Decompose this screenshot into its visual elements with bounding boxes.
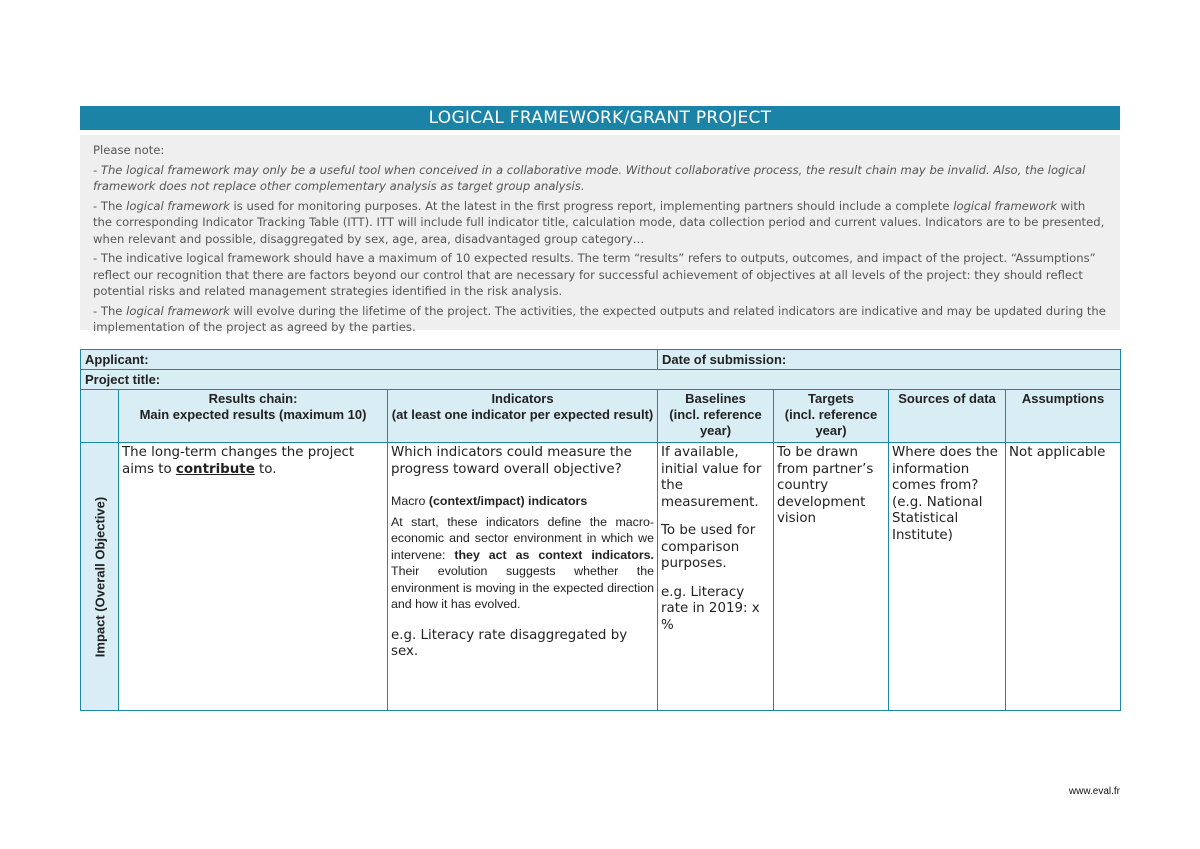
results-chain-header — [119, 390, 388, 443]
impact-assumptions-cell: Not applicable — [1006, 443, 1121, 711]
note-p2-a: - The — [93, 198, 127, 213]
indicators-header — [388, 390, 658, 443]
note-p2-c: is used for monitoring purposes. At the latest in the first progress report, implementing partners should include a complete — [229, 198, 954, 213]
results-contribute: contribute — [175, 461, 255, 477]
desc-bold: they act as context indicators. — [454, 547, 655, 562]
note-box — [80, 135, 1120, 334]
targets-header-line2: (incl. reference year) — [784, 407, 878, 438]
note-paragraph-1 — [93, 162, 1107, 195]
note-p4-b: logical framework — [126, 303, 230, 318]
indicators-header-line2: (at least one indicator per expected result) — [391, 407, 654, 422]
footer-url: www.eval.fr — [1068, 786, 1120, 797]
targets-header-line1: Targets — [808, 391, 854, 406]
baseline-text-1: If available, initial value for the measurement. — [661, 445, 762, 510]
indicators-question: Which indicators could measure the progress toward overall objective? — [391, 445, 632, 477]
baseline-text-3: e.g. Literacy rate in 2019: x % — [661, 584, 760, 633]
macro-text: Macro — [391, 494, 429, 508]
date-of-submission-label: Date of submission: — [658, 350, 1121, 370]
note-p4-c: will evolve during the lifetime of the project. The activities, the expected outputs and related indicators are indicative and may be updated during the implementation of the project as agreed by the parties. — [93, 303, 1106, 334]
macro-bold: (context/impact) indicators — [428, 494, 588, 508]
results-text-c: to. — [254, 461, 277, 477]
note-p2-d: logical framework — [953, 198, 1057, 213]
targets-header — [774, 390, 889, 443]
baselines-header-line2: (incl. reference year) — [669, 407, 762, 438]
project-title-row — [81, 370, 1121, 390]
results-header-line2: Main expected results (maximum 10) — [139, 407, 367, 422]
impact-baselines-cell — [658, 443, 774, 711]
impact-side-label-cell — [81, 443, 119, 711]
applicant-row — [81, 350, 1121, 370]
project-title-label: Project title: — [81, 370, 1121, 390]
indicators-macro-line — [391, 493, 654, 510]
sources-header: Sources of data — [889, 390, 1006, 443]
page-title-banner: LOGICAL FRAMEWORK/GRANT PROJECT — [80, 106, 1120, 130]
impact-row — [81, 443, 1121, 711]
note-p1-text: - The logical framework may only be a useful tool when conceived in a collaborative mode. Without collaborative process, the result chain may be invalid. Also, the logical framework does not replace other complementary analysis as target group analysis. — [93, 162, 1086, 193]
column-header-row — [81, 390, 1121, 443]
note-paragraph-2 — [93, 198, 1107, 248]
impact-results-cell — [119, 443, 388, 711]
note-paragraph-4 — [93, 303, 1107, 336]
indicators-header-line1: Indicators — [491, 391, 554, 406]
indicators-description — [391, 514, 654, 613]
note-p2-b: logical framework — [126, 198, 230, 213]
impact-indicators-cell — [388, 443, 658, 711]
baseline-text-2: To be used for comparison purposes. — [661, 523, 756, 571]
desc-text-a: At start, these indicators define the macro-economic and sector environment in which we intervene: — [391, 514, 654, 562]
impact-sources-cell: Where does the information comes from? (e.g. National Statistical Institute) — [889, 443, 1006, 711]
impact-side-label: Impact (Overall Objective) — [92, 496, 107, 657]
assumptions-header: Assumptions — [1006, 390, 1121, 443]
note-heading: Please note: — [93, 143, 165, 157]
impact-targets-cell: To be drawn from partner’s country development vision — [774, 443, 889, 711]
corner-header-cell — [81, 390, 119, 443]
logframe-table — [80, 349, 1121, 711]
note-p4-a: - The — [93, 303, 127, 318]
note-paragraph-3: - The indicative logical framework should have a maximum of 10 expected results. The term “results” refers to outputs, outcomes, and impact of the project. “Assumptions” reflect our recognition that there are factors beyond our control that are necessary for successful achievement of objectives at all levels of the project: they should reflect potential risks and related management strategies identified in the risk analysis. — [93, 251, 1096, 298]
note-p2-e: with the corresponding Indicator Tracking Table (ITT). ITT will include full indicator title, calculation mode, data collection period and current values. Indicators are to be presented, when relevant and possible, disaggregated by sex, age, area, disadvantaged group category… — [93, 198, 1105, 246]
applicant-label: Applicant: — [81, 350, 658, 370]
results-text-a: The long-term changes the project aims to — [122, 445, 355, 477]
results-header-line1: Results chain: — [208, 391, 298, 406]
baselines-header-line1: Baselines — [685, 391, 746, 406]
indicators-example: e.g. Literacy rate disaggregated by sex. — [391, 627, 628, 659]
baselines-header — [658, 390, 774, 443]
desc-text-c: Their evolution suggests whether the environment is moving in the expected direction and how it has evolved. — [391, 564, 654, 611]
